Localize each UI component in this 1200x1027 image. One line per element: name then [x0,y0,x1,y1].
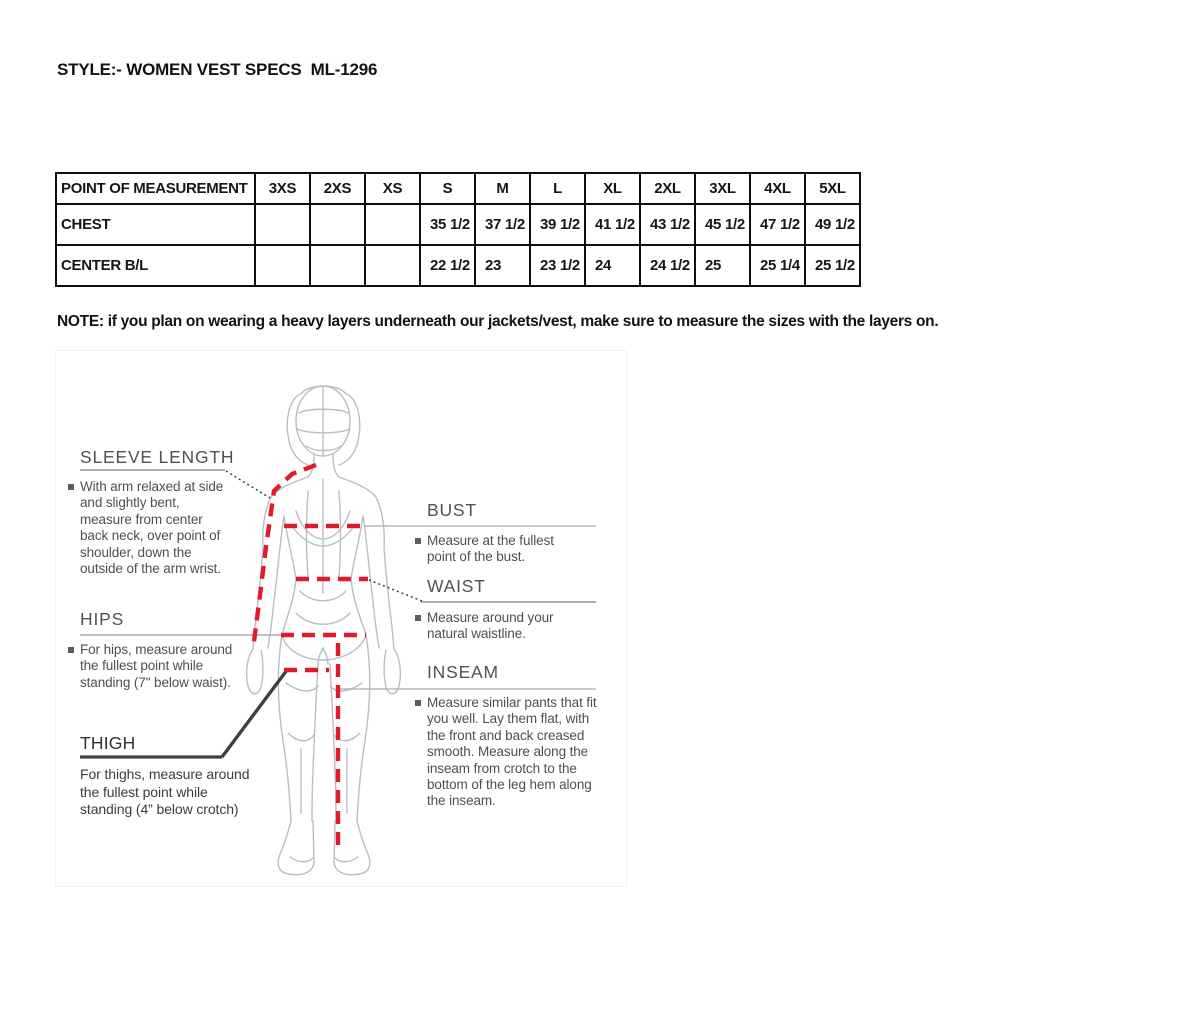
table-cell: 25 1/4 [750,245,805,286]
table-row [56,204,860,245]
table-cell: 25 [695,245,750,286]
inseam-heading: INSEAM [427,662,499,682]
table-cell: 23 [475,245,530,286]
column-header: 3XS [255,173,310,204]
measurement-lines [253,465,368,845]
table-cell: 24 [585,245,640,286]
measurement-guide [55,350,627,887]
table-cell: 22 1/2 [420,245,475,286]
row-label: CENTER B/L [56,245,255,286]
column-header: 2XS [310,173,365,204]
column-header: S [420,173,475,204]
table-row [56,245,860,286]
size-spec-table [55,172,861,287]
table-cell: 45 1/2 [695,204,750,245]
table-cell: 49 1/2 [805,204,860,245]
column-header: XL [585,173,640,204]
table-header-row [56,173,860,204]
hips-heading: HIPS [80,609,125,629]
bullet-square-icon [415,700,421,706]
hips-description: For hips, measure around the fullest point while standing (7" below waist). [68,642,240,691]
waist-leader-line [369,580,422,601]
bullet-square-icon [68,647,74,653]
body-wireframe [247,386,401,875]
table-cell [255,204,310,245]
waist-description: Measure around your natural waistline. [415,610,580,643]
column-header: XS [365,173,420,204]
table-cell: 41 1/2 [585,204,640,245]
sleeve-length-description: With arm relaxed at side and slightly bent, measure from center back neck, over point of shoulder, down the outside of the arm wrist. [68,479,230,577]
row-label: CHEST [56,204,255,245]
table-cell: 43 1/2 [640,204,695,245]
table-cell [365,245,420,286]
thigh-description: For thighs, measure around the fullest point while standing (4” below crotch) [80,766,250,818]
column-header: 5XL [805,173,860,204]
table-cell: 35 1/2 [420,204,475,245]
waist-heading: WAIST [427,576,486,596]
table-cell [310,204,365,245]
sleeve-leader-line [226,471,270,498]
thigh-heading: THIGH [80,733,136,753]
table-cell: 39 1/2 [530,204,585,245]
column-header: 3XL [695,173,750,204]
bullet-square-icon [415,615,421,621]
table-cell: 23 1/2 [530,245,585,286]
inseam-description: Measure similar pants that fit you well. Lay them flat, with the front and back creased smooth. Measure along the inseam from crotch to the bottom of the leg hem along the inseam. [415,695,601,810]
table-cell [365,204,420,245]
table-cell [255,245,310,286]
table-cell: 47 1/2 [750,204,805,245]
bullet-square-icon [415,538,421,544]
bust-heading: BUST [427,500,477,520]
column-header: 4XL [750,173,805,204]
sleeve-length-heading: SLEEVE LENGTH [80,447,235,467]
layers-note: NOTE: if you plan on wearing a heavy layers underneath our jackets/vest, make sure to measure the sizes with the layers on. [57,313,939,330]
table-cell: 37 1/2 [475,204,530,245]
column-header: L [530,173,585,204]
bust-description: Measure at the fullest point of the bust. [415,533,580,566]
column-header: M [475,173,530,204]
bullet-square-icon [68,484,74,490]
column-header: 2XL [640,173,695,204]
table-cell: 24 1/2 [640,245,695,286]
column-header: POINT OF MEASUREMENT [56,173,255,204]
page-title: STYLE:- WOMEN VEST SPECS ML-1296 [57,60,378,79]
table-cell: 25 1/2 [805,245,860,286]
table-cell [310,245,365,286]
